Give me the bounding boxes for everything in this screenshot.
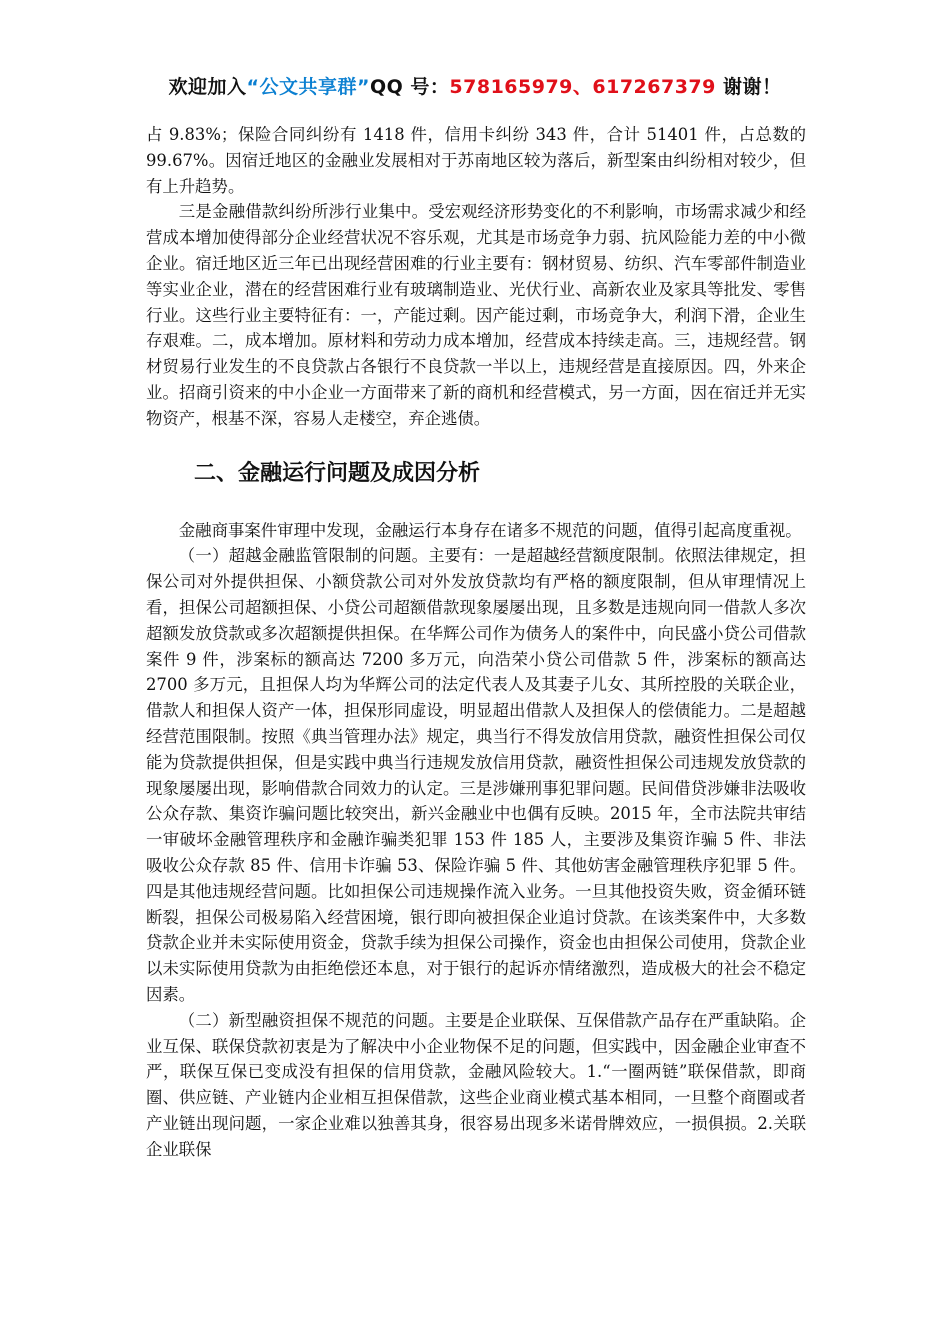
paragraph-2: [146, 199, 806, 431]
document-body: [146, 122, 806, 1162]
paragraph-3: 金融商事案件审理中发现，金融运行本身存在诸多不规范的问题，值得引起高度重视。: [178, 520, 802, 540]
banner-qq-label: QQ 号：: [369, 76, 450, 98]
paragraph-5-lead: （二）新型融资担保不规范的问题。: [178, 1010, 445, 1030]
paragraph-4-text: 主要有：一是超越经营额度限制。依照法律规定，担保公司对外提供担保、小额贷款公司对外发放贷款均有严格的额度限制，但从审理情况上看，担保公司超额担保、小贷公司超额借款现象屡屡出现，且多数是违规向同一借款人多次超额发放贷款或多次超额提供担保。在华辉公司作为债务人的案件中，向民盛小贷公司借款案件 9 件，涉案标的额高达 7200 多万元，向浩荣小贷公司借款 5 件，涉案标的额高达 2700 多万元，且担保人均为华辉公司的法定代表人及其妻子儿女、其所控股的关联企业，借款人和担保人资产一体，担保形同虚设，明显超出借款人及担保人的偿债能力。二是超越经营范围限制。按照《典当管理办法》规定，典当行不得发放信用贷款，融资性担保公司仅能为贷款提供担保，但是实践中典当行违规发放信用贷款，融资性担保公司违规发放贷款的现象屡屡出现，影响借款合同效力的认定。三是涉嫌刑事犯罪问题。民间借贷涉嫌非法吸收公众存款、集资诈骗问题比较突出，新兴金融业中也偶有反映。2015 年，全市法院共审结一审破坏金融管理秩序和金融诈骗类犯罪 153 件 185 人，主要涉及集资诈骗 5 件、非法吸收公众存款 85 件、信用卡诈骗 53、保险诈骗 5 件、其他妨害金融管理秩序犯罪 5 件。四是其他违规经营问题。比如担保公司违规操作流入业务。一旦其他投资失败，资金循环链断裂，担保公司极易陷入经营困境，银行即向被担保企业追讨贷款。在该类案件中，大多数贷款企业并未实际使用资金，贷款手续为担保公司操作，资金也由担保公司使用，贷款企业以未实际使用贷款为由拒绝偿还本息，对于银行的起诉亦情绪激烈，造成极大的社会不稳定因素。: [146, 546, 807, 1004]
banner-prefix: 欢迎加入: [168, 76, 247, 98]
paragraph-2-lead: 三是金融借款纠纷所涉行业集中。: [178, 202, 429, 222]
section-spacer: [146, 504, 806, 518]
paragraph-5: [146, 1008, 806, 1163]
paragraph-2-text: 受宏观经济形势变化的不利影响，市场需求减少和经营成本增加使得部分企业经营状况不容乐观，尤其是市场竞争力弱、抗风险能力差的中小微企业。宿迁地区近三年已出现经营困难的行业主要有：钢材贸易、纺织、汽车零部件制造业等实业企业，潜在的经营困难行业有玻璃制造业、光伏行业、高新农业及家具等批发、零售行业。这些行业主要特征有：一，产能过剩。因产能过剩，市场竞争大，利润下滑，企业生存艰难。二，成本增加。原材料和劳动力成本增加，经营成本持续走高。三，违规经营。钢材贸易行业发生的不良贷款占各银行不良贷款一半以上，违规经营是直接原因。四，外来企业。招商引资来的中小企业一方面带来了新的商机和经营模式，另一方面，因在宿迁并无实物资产，根基不深，容易人走楼空，弃企逃债。: [146, 202, 807, 428]
paragraph-1: 占 9.83%；保险合同纠纷有 1418 件，信用卡纠纷 343 件，合计 51401 件，占总数的 99.67%。因宿迁地区的金融业发展相对于苏南地区较为落后，新型案由纠纷相对较少，但有上升趋势。: [146, 125, 806, 196]
paragraph-5-text: 主要是企业联保、互保借款产品存在严重缺陷。企业互保、联保贷款初衷是为了解决中小企业物保不足的问题，但实践中，因金融企业审查不严，联保互保已变成没有担保的信用贷款，金融风险较大。1.“一圈两链”联保借款，即商圈、供应链、产业链内企业相互担保借款，这些企业商业模式基本相同，一旦整个商圈或者产业链出现问题，一家企业难以独善其身，很容易出现多米诺骨牌效应，一损俱损。2.关联企业联保: [146, 1010, 806, 1159]
banner-qq-numbers: 578165979、617267379: [449, 76, 716, 98]
header-banner: [0, 72, 950, 99]
banner-group-name: “公文共享群”: [246, 76, 370, 98]
paragraph-4-lead: （一）超越金融监管限制的问题。: [178, 546, 429, 566]
section-title: 二、金融运行问题及成因分析: [194, 460, 481, 486]
paragraph-4: [146, 543, 806, 1007]
banner-suffix: 谢谢！: [715, 76, 782, 98]
